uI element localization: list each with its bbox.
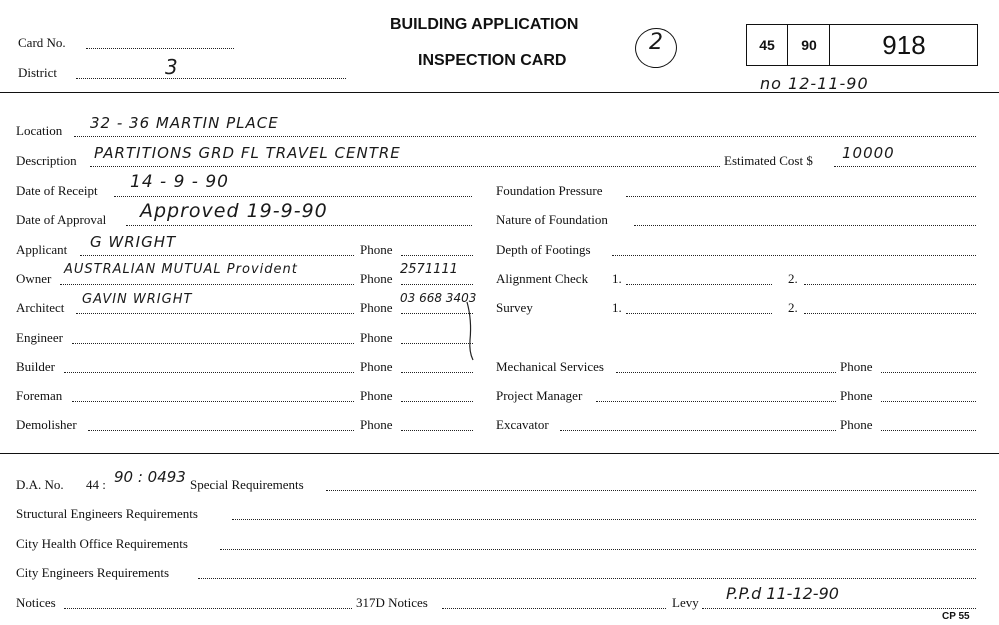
date-of-receipt-line[interactable] [114, 196, 472, 197]
applicant-value: G WRIGHT [90, 233, 177, 251]
foreman-phone-label: Phone [360, 388, 393, 403]
card-title-line2: INSPECTION CARD [418, 52, 567, 69]
excavator-label: Excavator [496, 417, 549, 432]
code-cell-1: 45 [747, 25, 788, 65]
special-requirements-line[interactable] [326, 490, 976, 491]
builder-line[interactable] [64, 372, 354, 373]
foreman-line[interactable] [72, 401, 354, 402]
architect-line[interactable] [76, 313, 354, 314]
depth-of-footings-label: Depth of Footings [496, 242, 591, 257]
owner-phone-label: Phone [360, 271, 393, 286]
alignment-check-2-line[interactable] [804, 284, 976, 285]
notices-line[interactable] [64, 608, 352, 609]
location-line[interactable] [74, 136, 976, 137]
foundation-pressure-label: Foundation Pressure [496, 183, 603, 198]
alignment-check-1-line[interactable] [626, 284, 772, 285]
card-title-line1: BUILDING APPLICATION [390, 16, 579, 33]
excavator-line[interactable] [560, 430, 836, 431]
excavator-phone-label: Phone [840, 417, 873, 432]
architect-phone-line[interactable] [401, 313, 473, 314]
mechanical-services-phone-line[interactable] [881, 372, 976, 373]
city-engineers-label: City Engineers Requirements [16, 565, 170, 580]
alignment-check-1-label: 1. [612, 271, 622, 286]
estimated-cost-label: Estimated Cost $ [724, 153, 813, 168]
city-health-label: City Health Office Requirements [16, 536, 188, 551]
form-code: CP 55 [942, 611, 970, 622]
card-code-box [746, 24, 978, 66]
nature-of-foundation-label: Nature of Foundation [496, 212, 608, 227]
code-cell-number: 918 [882, 30, 926, 60]
mechanical-services-phone-label: Phone [840, 359, 873, 374]
date-of-approval-value: Approved 19-9-90 [140, 200, 328, 222]
estimated-cost-line[interactable] [834, 166, 976, 167]
special-requirements-label: Special Requirements [190, 477, 304, 492]
builder-phone-line[interactable] [401, 372, 473, 373]
date-of-approval-label: Date of Approval [16, 212, 107, 227]
engineer-phone-line[interactable] [401, 343, 473, 344]
da-no-printed: 44 : [86, 477, 106, 492]
city-engineers-line[interactable] [198, 578, 976, 579]
description-line[interactable] [90, 166, 720, 167]
mechanical-services-line[interactable] [616, 372, 836, 373]
date-of-receipt-label: Date of Receipt [16, 183, 98, 198]
builder-label: Builder [16, 359, 55, 374]
engineer-label: Engineer [16, 330, 63, 345]
levy-line[interactable] [702, 608, 976, 609]
location-label: Location [16, 123, 63, 138]
engineer-line[interactable] [72, 343, 354, 344]
depth-of-footings-line[interactable] [612, 255, 976, 256]
survey-1-line[interactable] [626, 313, 772, 314]
demolisher-label: Demolisher [16, 417, 77, 432]
notices-317d-line[interactable] [442, 608, 666, 609]
notices-label: Notices [16, 595, 56, 610]
nature-of-foundation-line[interactable] [634, 225, 976, 226]
demolisher-phone-line[interactable] [401, 430, 473, 431]
date-of-receipt-value: 14 - 9 - 90 [130, 172, 229, 192]
card-no-label: Card No. [18, 35, 66, 50]
project-manager-line[interactable] [596, 401, 836, 402]
builder-phone-label: Phone [360, 359, 393, 374]
handwritten-bracket [464, 300, 478, 362]
survey-2-line[interactable] [804, 313, 976, 314]
card-no-line[interactable] [86, 48, 234, 49]
demolisher-line[interactable] [88, 430, 354, 431]
alignment-check-label: Alignment Check [496, 271, 589, 286]
code-cell-2: 90 [789, 25, 830, 65]
foundation-pressure-line[interactable] [626, 196, 976, 197]
district-line[interactable] [76, 78, 346, 79]
architect-phone-label: Phone [360, 300, 393, 315]
architect-label: Architect [16, 300, 65, 315]
city-health-line[interactable] [220, 549, 976, 550]
structural-engineers-line[interactable] [232, 519, 976, 520]
estimated-cost-value: 10000 [842, 144, 895, 162]
project-manager-phone-line[interactable] [881, 401, 976, 402]
da-no-value: 90 : 0493 [114, 468, 186, 486]
mechanical-services-label: Mechanical Services [496, 359, 604, 374]
location-value: 32 - 36 MARTIN PLACE [90, 114, 279, 132]
architect-value: GAVIN WRIGHT [82, 292, 193, 307]
excavator-phone-line[interactable] [881, 430, 976, 431]
section-divider [0, 453, 999, 454]
foreman-phone-line[interactable] [401, 401, 473, 402]
notices-317d-label: 317D Notices [356, 595, 428, 610]
owner-line[interactable] [60, 284, 354, 285]
architect-phone: 03 668 3403 [400, 291, 477, 305]
description-value: PARTITIONS GRD FL TRAVEL CENTRE [94, 144, 401, 162]
applicant-label: Applicant [16, 242, 68, 257]
alignment-check-2-label: 2. [788, 271, 798, 286]
handwritten-ref: no 12-11-90 [760, 74, 869, 93]
survey-1-label: 1. [612, 300, 622, 315]
project-manager-label: Project Manager [496, 388, 583, 403]
survey-label: Survey [496, 300, 533, 315]
circled-number: 2 [649, 30, 664, 55]
header-divider [0, 92, 999, 93]
description-label: Description [16, 153, 77, 168]
da-no-label: D.A. No. [16, 477, 64, 492]
foreman-label: Foreman [16, 388, 63, 403]
applicant-phone-label: Phone [360, 242, 393, 257]
applicant-phone-line[interactable] [401, 255, 473, 256]
date-of-approval-line[interactable] [126, 225, 472, 226]
owner-label: Owner [16, 271, 52, 286]
project-manager-phone-label: Phone [840, 388, 873, 403]
structural-engineers-label: Structural Engineers Requirements [16, 506, 198, 521]
levy-label: Levy [672, 595, 699, 610]
survey-2-label: 2. [788, 300, 798, 315]
district-label: District [18, 65, 57, 80]
levy-value: P.P.d 11-12-90 [726, 584, 839, 603]
owner-phone-line[interactable] [401, 284, 473, 285]
owner-value: AUSTRALIAN MUTUAL Provident [64, 262, 298, 277]
applicant-line[interactable] [80, 255, 354, 256]
district-value: 3 [165, 55, 179, 79]
owner-phone: 2571111 [400, 262, 458, 277]
demolisher-phone-label: Phone [360, 417, 393, 432]
engineer-phone-label: Phone [360, 330, 393, 345]
